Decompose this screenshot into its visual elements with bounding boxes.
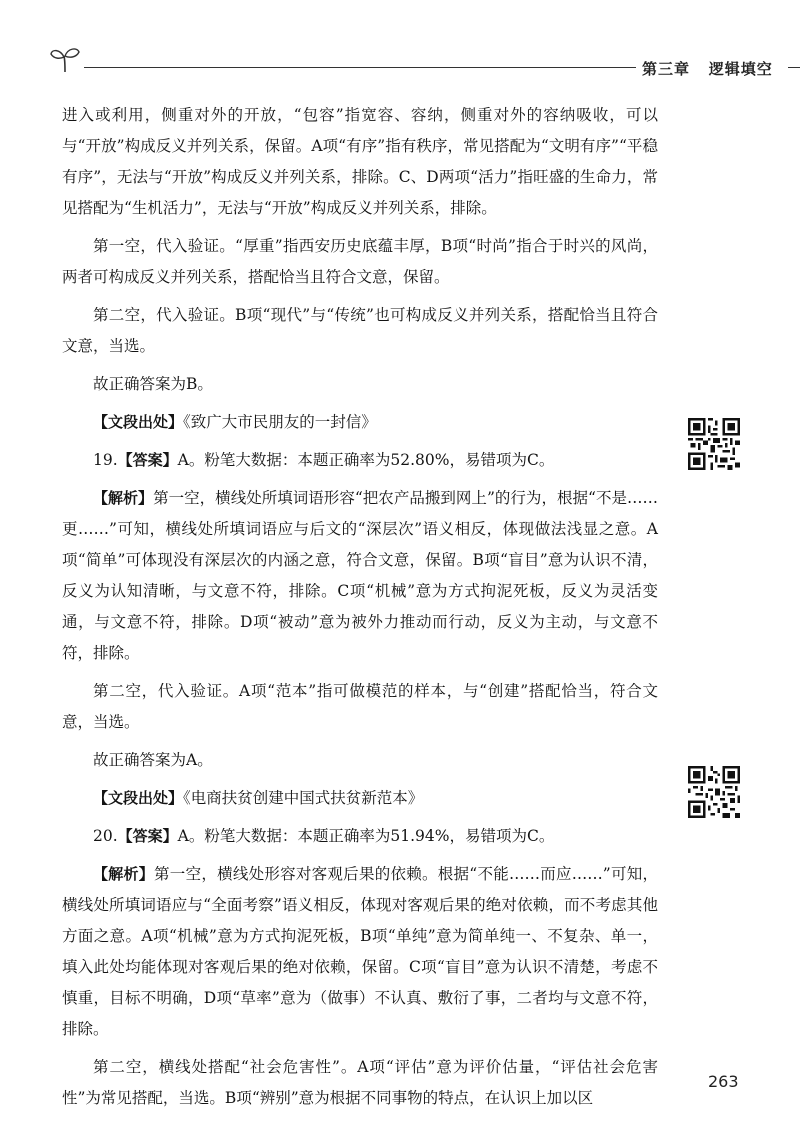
paragraph-text: 故正确答案为B。 — [93, 375, 213, 393]
answer-text: A。粉笔大数据：本题正确率为51.94%，易错项为C。 — [177, 827, 555, 845]
paragraph-text: 故正确答案为A。 — [93, 751, 213, 769]
section-label: 逻辑填空 — [708, 60, 773, 78]
qr-code-icon[interactable] — [688, 418, 740, 470]
answer-label: 【答案】 — [117, 451, 178, 469]
paragraph-text: 第二空，代入验证。A项“范本”指可做模范的样本，与“创建”搭配恰当，符合文意，当选。 — [62, 682, 658, 731]
answer-line-19 — [62, 445, 658, 476]
page-body — [62, 100, 658, 1121]
source-label: 【文段出处】 — [93, 413, 184, 431]
source-title: 《致广大市民朋友的一封信》 — [183, 413, 377, 431]
paragraph-text: 第一空，代入验证。“厚重”指西安历史底蕴丰厚，B项“时尚”指合于时兴的风尚，两者可构成反义并列关系，搭配恰当且符合文意，保留。 — [62, 237, 658, 286]
analysis-text: 第一空，横线处形容对客观后果的依赖。根据“不能……而应……”可知，横线处所填词语应与“全面考察”语义相反，体现对客观后果的绝对依赖，而不考虑其他方面之意。A项“机械”意为方式拘泥死板，B项“单纯”意为简单纯一、不复杂、单一，填入此处均能体现对客观后果的绝对依赖，保留。C项“盲目”意为认识不清楚，考虑不慎重，目标不明确，D项“草率”意为（做事）不认真、敷衍了事，二者均与文意不符，排除。 — [62, 865, 658, 1038]
question-number: 20. — [93, 827, 118, 845]
paragraph — [62, 1052, 658, 1114]
answer-line-20 — [62, 821, 658, 852]
answer-text: A。粉笔大数据：本题正确率为52.80%，易错项为C。 — [177, 451, 555, 469]
page-number: 263 — [708, 1072, 739, 1091]
sprout-icon — [48, 44, 82, 74]
source-line — [62, 783, 658, 814]
analysis-label: 【解析】 — [93, 865, 155, 883]
paragraph — [62, 300, 658, 362]
qr-code-icon[interactable] — [688, 766, 740, 818]
paragraph-text: 第二空，横线处搭配“社会危害性”。A项“评估”意为评价估量，“评估社会危害性”为常见搭配，当选。B项“辨别”意为根据不同事物的特点，在认识上加以区 — [62, 1058, 658, 1107]
source-label: 【文段出处】 — [93, 789, 184, 807]
paragraph — [62, 676, 658, 738]
paragraph-text: 第二空，代入验证。B项“现代”与“传统”也可构成反义并列关系，搭配恰当且符合文意，当选。 — [62, 306, 658, 355]
paragraph — [62, 100, 658, 224]
paragraph-text: 进入或利用，侧重对外的开放，“包容”指宽容、容纳，侧重对外的容纳吸收，可以与“开放”构成反义并列关系，保留。A项“有序”指有秩序，常见搭配为“文明有序”“平稳有序”，无法与“开放”构成反义并列关系，排除。C、D两项“活力”指旺盛的生命力，常见搭配为“生机活力”，无法与“开放”构成反义并列关系，排除。 — [62, 106, 658, 217]
source-title: 《电商扶贫创建中国式扶贫新范本》 — [183, 789, 424, 807]
source-line — [62, 407, 658, 438]
header-rule-right — [788, 67, 800, 68]
paragraph — [62, 231, 658, 293]
running-header — [48, 44, 773, 84]
analysis-label: 【解析】 — [93, 489, 154, 507]
chapter-label: 第三章 — [642, 60, 691, 78]
analysis-paragraph — [62, 483, 658, 669]
analysis-text: 第一空，横线处所填词语形容“把农产品搬到网上”的行为，根据“不是……更……”可知，横线处所填词语应与后文的“深层次”语义相反，体现做法浅显之意。A项“简单”可体现没有深层次的内涵之意，符合文意，保留。B项“盲目”意为认识不清，反义为认知清晰，与文意不符，排除。C项“机械”意为方式拘泥死板，反义为灵活变通，与文意不符，排除。D项“被动”意为被外力推动而行动，反义为主动，与文意不符，排除。 — [62, 489, 658, 662]
answer-conclusion — [62, 745, 658, 776]
question-number: 19. — [93, 451, 118, 469]
analysis-paragraph — [62, 859, 658, 1045]
answer-conclusion — [62, 369, 658, 400]
chapter-title — [642, 58, 773, 79]
header-rule-left — [84, 67, 636, 68]
answer-label: 【答案】 — [117, 827, 178, 845]
